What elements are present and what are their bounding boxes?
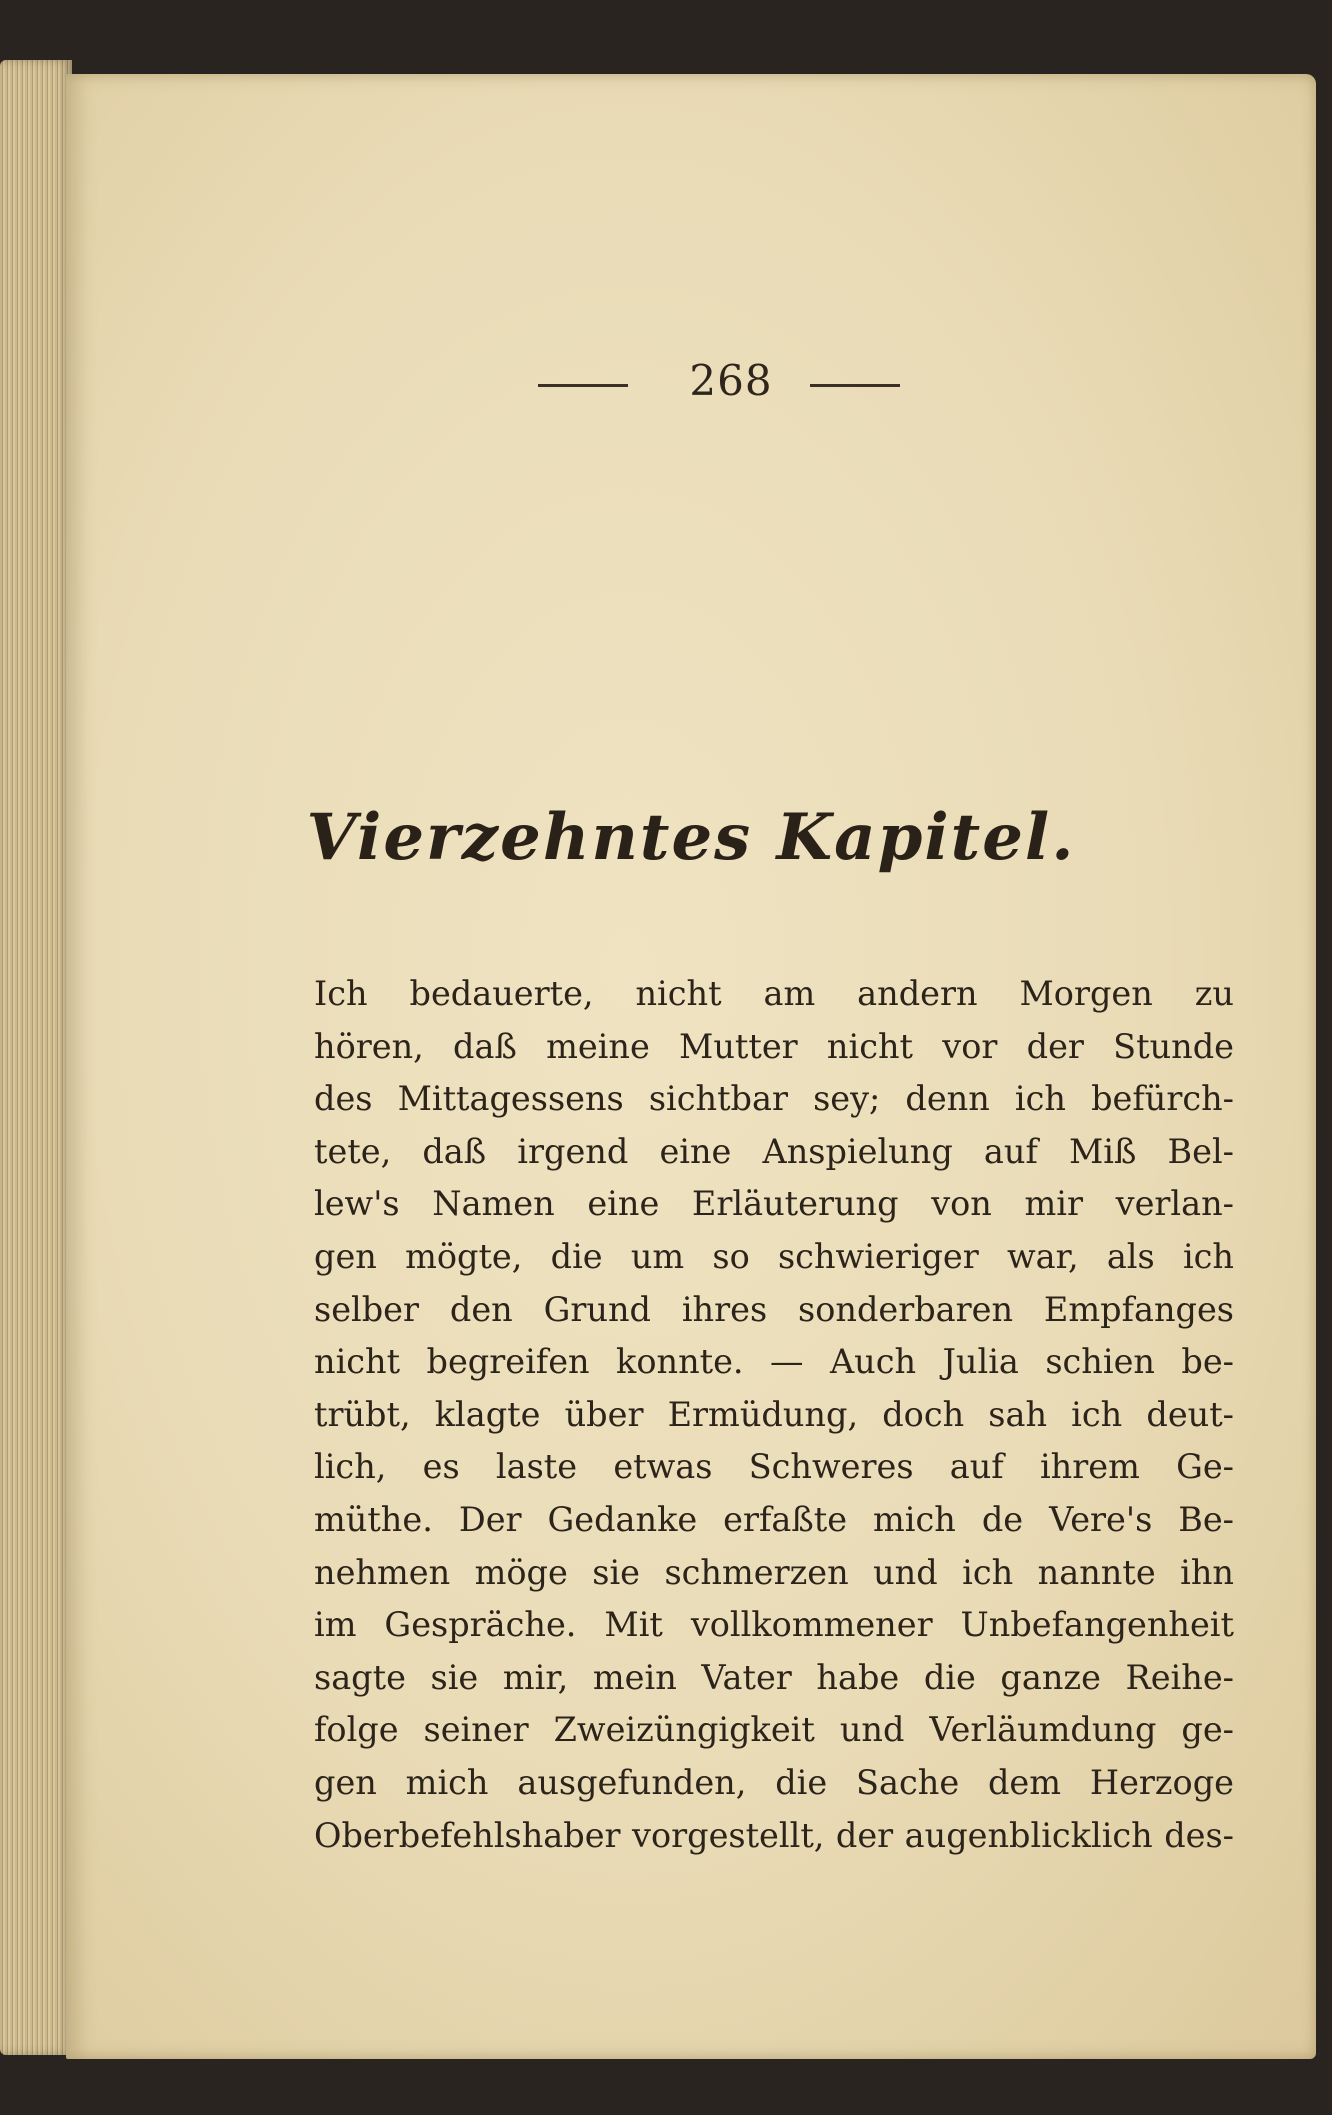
text-line: Ich bedauerte, nicht am andern Morgen zu (314, 974, 1234, 1013)
text-line: müthe. Der Gedanke erfaßte mich de Vere's Be- (314, 1499, 1234, 1539)
text-line: nicht begreifen konnte. — Auch Julia schien be- (314, 1342, 1234, 1382)
text-line: gen mich ausgefunden, die Sache dem Herzoge (314, 1762, 1234, 1802)
text-line: hören, daß meine Mutter nicht vor der Stunde (314, 1026, 1234, 1066)
page-header (66, 356, 1316, 416)
text-line: trübt, klagte über Ermüdung, doch sah ich deut- (314, 1394, 1234, 1434)
text-line: folge seiner Zweizüngigkeit und Verläumdung ge- (314, 1710, 1234, 1750)
text-line: lew's Namen eine Erläuterung von mir verlan- (314, 1184, 1234, 1224)
book-page-edges (0, 60, 72, 2055)
header-dash-right (810, 384, 900, 387)
text-line: nehmen möge sie schmerzen und ich nannte ihn (314, 1552, 1234, 1592)
text-line: im Gespräche. Mit vollkommener Unbefangenheit (314, 1605, 1234, 1645)
text-line: Oberbefehlshaber vorgestellt, der augenblicklich des- (314, 1815, 1234, 1855)
text-line: gen mögte, die um so schwieriger war, als ich (314, 1236, 1234, 1276)
text-line: des Mittagessens sichtbar sey; denn ich befürch- (314, 1079, 1234, 1119)
page-number: 268 (689, 356, 773, 405)
text-line: tete, daß irgend eine Anspielung auf Miß Bel- (314, 1131, 1234, 1171)
text-line: lich, es laste etwas Schweres auf ihrem Ge- (314, 1447, 1234, 1487)
book-page (66, 74, 1316, 2059)
header-dash-left (538, 384, 628, 387)
text-line: selber den Grund ihres sonderbaren Empfanges (314, 1289, 1234, 1329)
text-line: sagte sie mir, mein Vater habe die ganze Reihe- (314, 1657, 1234, 1697)
chapter-title: Vierzehntes Kapitel. (306, 800, 1076, 875)
body-text (314, 968, 1234, 1862)
